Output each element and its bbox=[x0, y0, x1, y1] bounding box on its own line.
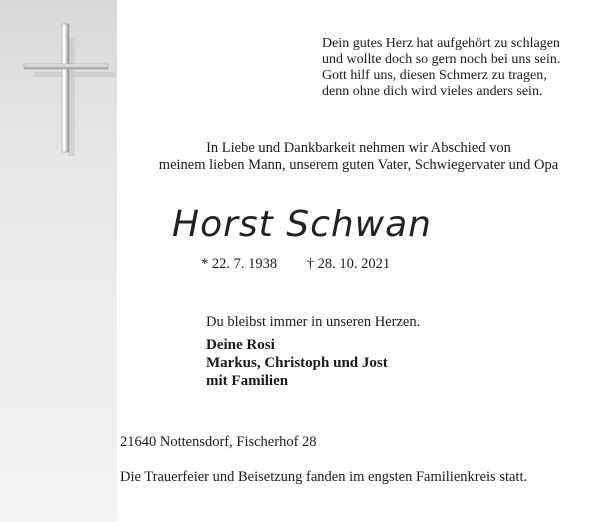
mourning-address: 21640 Nottensdorf, Fischerhof 28 bbox=[120, 434, 317, 450]
memorial-verse bbox=[322, 36, 560, 100]
death-date: † 28. 10. 2021 bbox=[306, 256, 391, 272]
birth-date: * 22. 7. 1938 bbox=[201, 256, 278, 272]
verse-line: Dein gutes Herz hat aufgehört zu schlagen bbox=[322, 36, 560, 51]
cross-icon bbox=[18, 20, 118, 160]
intro-line: meinem lieben Mann, unserem guten Vater, Schwiegervater und Opa bbox=[158, 157, 559, 173]
deceased-name: Horst Schwan bbox=[172, 204, 432, 245]
verse-line: Gott hilf uns, diesen Schmerz zu tragen, bbox=[322, 68, 547, 83]
farewell-intro bbox=[117, 140, 600, 174]
mourner: Deine Rosi bbox=[206, 337, 275, 353]
life-dates bbox=[201, 256, 390, 273]
verse-line: denn ohne dich wird vieles anders sein. bbox=[322, 84, 543, 99]
verse-line: und wollte doch so gern noch bei uns sein. bbox=[322, 52, 561, 67]
funeral-notice: Die Trauerfeier und Beisetzung fanden im engsten Familienkreis statt. bbox=[120, 469, 528, 485]
mourners-list bbox=[206, 336, 388, 390]
intro-line: In Liebe und Dankbarkeit nehmen wir Abschied von bbox=[206, 140, 511, 156]
mourner: Markus, Christoph und Jost bbox=[206, 355, 388, 371]
mourner: mit Familien bbox=[206, 373, 289, 389]
farewell-message: Du bleibst immer in unseren Herzen. bbox=[206, 314, 421, 330]
